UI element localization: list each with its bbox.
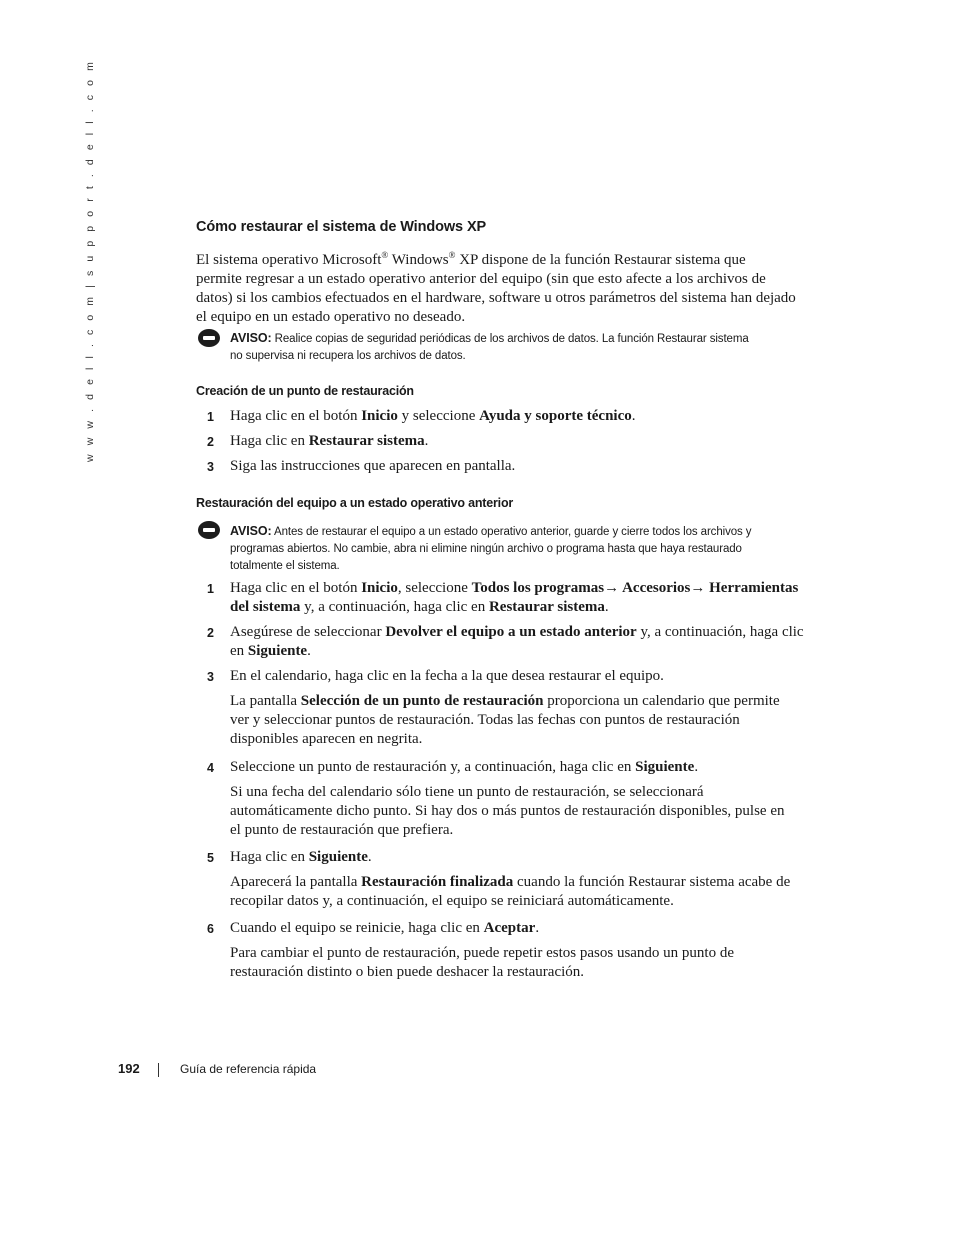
footer-divider [158, 1063, 159, 1077]
step-number: 5 [207, 851, 214, 865]
step-number: 4 [207, 761, 214, 775]
step-detail: Aparecerá la pantalla Restauración finalizada cuando la función Restaurar sistema acabe de recopilar datos y, a continuación, el equipo se reiniciará automáticamente. [230, 874, 791, 909]
step-number: 2 [207, 626, 214, 640]
subsection-title-2: Restauración del equipo a un estado operativo anterior [196, 496, 514, 510]
list-item: Haga clic en Siguiente. [230, 849, 372, 865]
step-number: 3 [207, 460, 214, 474]
list-item: Haga clic en el botón Inicio y seleccione Ayuda y soporte técnico. [230, 408, 636, 424]
notice-icon [198, 329, 220, 347]
step-number: 2 [207, 435, 214, 449]
list-item: Haga clic en el botón Inicio, seleccione Todos los programas→ Accesorios→ Herramientas del sistema y, a continuación, haga clic en Restaurar sistema. [230, 580, 799, 615]
list-item: Siga las instrucciones que aparecen en pantalla. [230, 458, 516, 474]
step-number: 1 [207, 410, 214, 424]
list-item: Cuando el equipo se reinicie, haga clic en Aceptar. [230, 920, 540, 936]
list-item: Asegúrese de seleccionar Devolver el equipo a un estado anterior y, a continuación, haga clic en Siguiente. [230, 624, 804, 659]
step-detail: La pantalla Selección de un punto de restauración proporciona un calendario que permite ver y seleccionar puntos de restauración. Todas las fechas con puntos de restauración disponibles aparecen en negrita. [230, 693, 780, 747]
section-title: Cómo restaurar el sistema de Windows XP [196, 219, 487, 235]
step-number: 1 [207, 582, 214, 596]
subsection-title-1: Creación de un punto de restauración [196, 384, 414, 398]
step-number: 6 [207, 922, 214, 936]
list-item: Haga clic en Restaurar sistema. [230, 433, 429, 449]
step-detail: Si una fecha del calendario sólo tiene un punto de restauración, se seleccionará automáticamente dicho punto. Si hay dos o más puntos de restauración disponibles, pulse en el punto de restauración que prefiera. [230, 784, 785, 838]
footer-title: Guía de referencia rápida [180, 1062, 317, 1076]
list-item: En el calendario, haga clic en la fecha a la que desea restaurar el equipo. [230, 668, 664, 684]
intro-paragraph: El sistema operativo Microsoft® Windows® XP dispone de la función Restaurar sistema que permite regresar a un estado operativo anterior del equipo (sin que esto afecte a los archivos de datos) si los cambios efectuados en el hardware, software u otros parámetros del sistema han dejado el equipo en un estado operativo no deseado. [196, 250, 796, 325]
side-url: w w w . d e l l . c o m | s u p p o r t . d e l l . c o m [84, 59, 96, 462]
page-number: 192 [118, 1061, 140, 1076]
notice-1: AVISO: Realice copias de seguridad periódicas de los archivos de datos. La función Restaurar sistema no supervisa ni recupera los archivos de datos. [230, 331, 749, 362]
notice-icon [198, 521, 220, 539]
list-item: Seleccione un punto de restauración y, a continuación, haga clic en Siguiente. [230, 759, 699, 775]
notice-2: AVISO: Antes de restaurar el equipo a un estado operativo anterior, guarde y cierre todos los archivos y programas abiertos. No cambie, abra ni elimine ningún archivo o programa hasta que haya restaurado totalmente el sistema. [230, 524, 752, 572]
step-detail: Para cambiar el punto de restauración, puede repetir estos pasos usando un punto de restauración distinto o bien puede deshacer la restauración. [230, 945, 735, 980]
step-number: 3 [207, 670, 214, 684]
